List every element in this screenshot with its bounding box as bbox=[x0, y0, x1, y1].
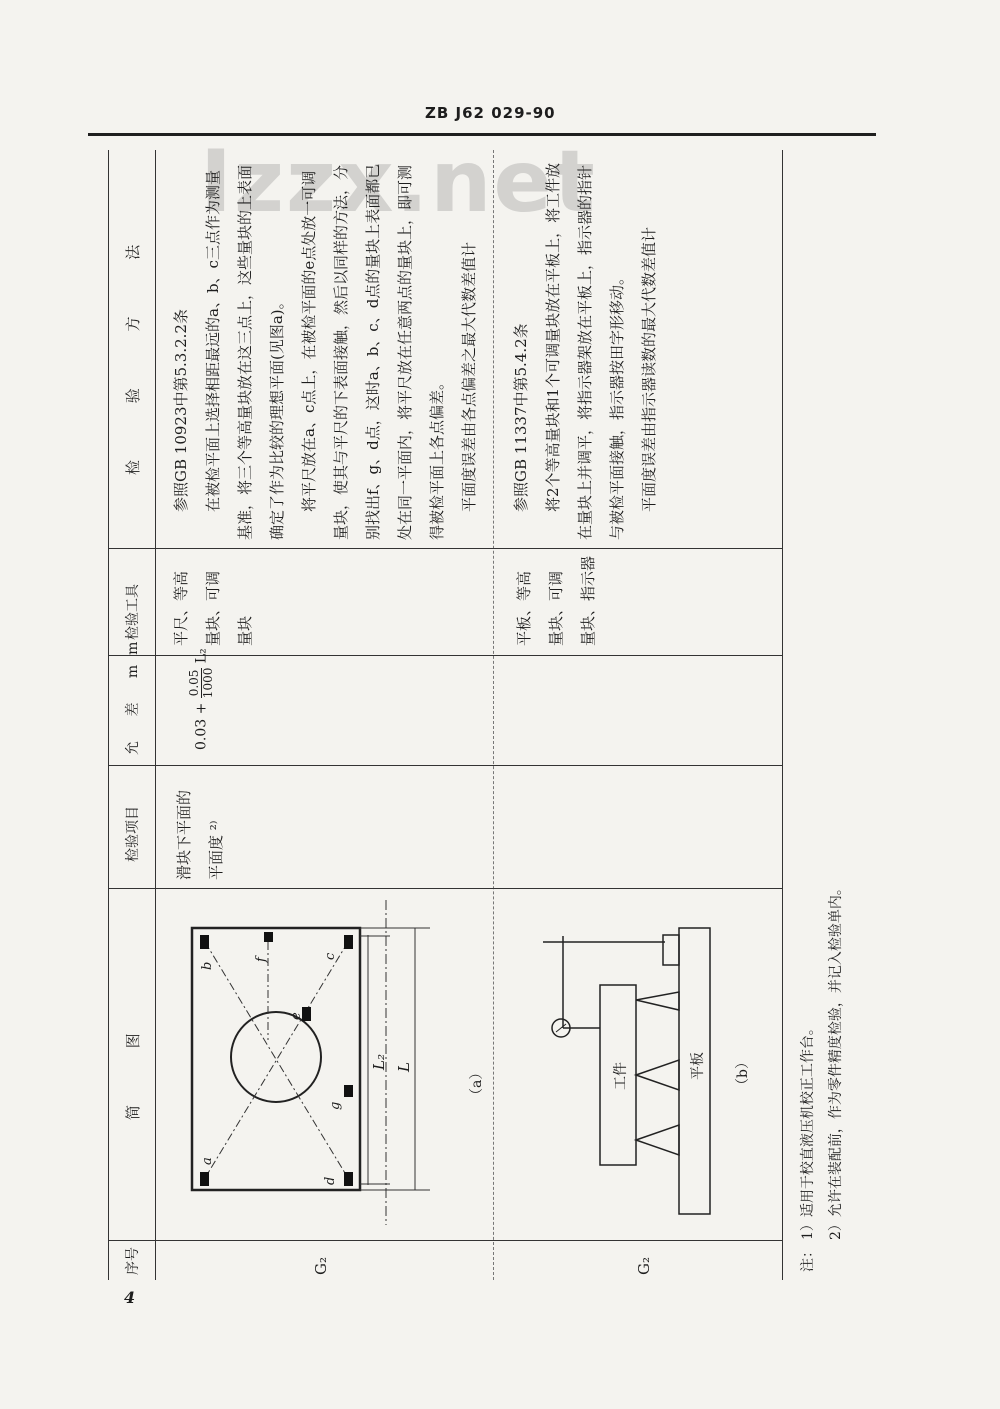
tolerance-numerator: 0.05 bbox=[187, 669, 201, 697]
label-d: d bbox=[323, 1176, 338, 1185]
header-tolerance: 允 差 mm bbox=[125, 631, 141, 755]
plate-label: 平板 bbox=[690, 1052, 706, 1080]
method-line: 参照GB 11337中第5.4.2条 bbox=[512, 323, 530, 512]
label-c: c bbox=[323, 952, 338, 960]
notes-prefix: 注： bbox=[800, 1244, 816, 1272]
row2-seq: G₂ bbox=[635, 1257, 653, 1275]
tolerance-denominator: 1000 bbox=[201, 667, 215, 699]
row1-item-line1: 滑块下平面的 bbox=[175, 789, 193, 880]
method-line: 在量块上并调平，将指示器架放在平板上，指示器的指针 bbox=[576, 164, 594, 540]
header-tools: 检验工具 bbox=[125, 584, 141, 640]
label-g: g bbox=[328, 1101, 343, 1110]
method-line: 别找出f、g、d点，这时a、b、c、d点的量块上表面都已 bbox=[364, 163, 382, 540]
workpiece-label: 工件 bbox=[613, 1062, 629, 1090]
header-diagram: 简 图 bbox=[124, 1007, 142, 1120]
label-L: L bbox=[395, 1062, 413, 1072]
method-line: 与被检平面接触，指示器按田字形移动。 bbox=[608, 269, 626, 540]
diagram-a-caption: （a） bbox=[469, 1065, 485, 1102]
method-line: 基准，将三个等高量块放在这三点上，这些量块的上表面 bbox=[236, 164, 254, 540]
method-line: 平面度误差由指示器读数的最大代数差值计 bbox=[640, 226, 658, 512]
row1-tools-line3: 量块 bbox=[236, 615, 254, 646]
header-seq: 序号 bbox=[125, 1247, 141, 1275]
standard-code: ZB J62 029-90 bbox=[425, 104, 556, 122]
method-line: 确定了作为比较的理想平面(见图a)。 bbox=[268, 294, 286, 540]
tolerance-base: 0.03 + bbox=[193, 702, 210, 750]
header-item: 检验项目 bbox=[125, 806, 141, 862]
header-method: 检 验 方 法 bbox=[124, 218, 142, 475]
method-line: 得被检平面上各点偏差。 bbox=[428, 374, 446, 540]
row1-seq: G₂ bbox=[312, 1257, 330, 1275]
tolerance-variable: L₂ bbox=[193, 648, 210, 664]
row2-method bbox=[505, 163, 665, 540]
diagram-b-caption: （b） bbox=[735, 1055, 751, 1092]
watermark: Izzx.net bbox=[200, 132, 597, 232]
label-e: e bbox=[289, 1012, 304, 1020]
method-line: 将平尺放在a、c点上，在被检平面的e点处放一可调 bbox=[300, 170, 318, 512]
label-b: b bbox=[200, 961, 215, 970]
method-line: 平面度误差由各点偏差之最大代数差值计 bbox=[460, 241, 478, 512]
label-a: a bbox=[200, 1157, 215, 1165]
note-1: 1）适用于校直液压机校正工作台。 bbox=[800, 1021, 816, 1240]
row1-item-line2: 平面度 ²⁾ bbox=[207, 820, 225, 880]
row2-tools-line3: 量块、指示器 bbox=[579, 555, 597, 646]
label-f: f bbox=[254, 957, 269, 962]
method-line: 量块，使其与平尺的下表面接触，然后以同样的方法，分 bbox=[332, 164, 350, 540]
method-line: 处在同一平面内，将平尺放在任意两点的量块上，即可测 bbox=[396, 164, 414, 540]
label-L2: L₂ bbox=[370, 1054, 388, 1070]
row1-tools-line2: 量块、可调 bbox=[204, 570, 222, 646]
page-number: 4 bbox=[124, 1288, 136, 1307]
row2-tools-line2: 量块、可调 bbox=[547, 570, 565, 646]
row1-tools-line1: 平尺、等高 bbox=[172, 570, 190, 646]
method-line: 将2个等高量块和1个可调量块放在平板上，将工件放 bbox=[544, 162, 562, 512]
method-line: 在被检平面上选择相距最远的a、b、c三点作为测量 bbox=[204, 170, 222, 512]
row2-tools-line1: 平板、等高 bbox=[515, 570, 533, 646]
method-line: 参照GB 10923中第5.3.2.2条 bbox=[172, 309, 190, 512]
note-2: 2）允许在装配前，作为零件精度检验，并记入检验单内。 bbox=[828, 881, 844, 1240]
